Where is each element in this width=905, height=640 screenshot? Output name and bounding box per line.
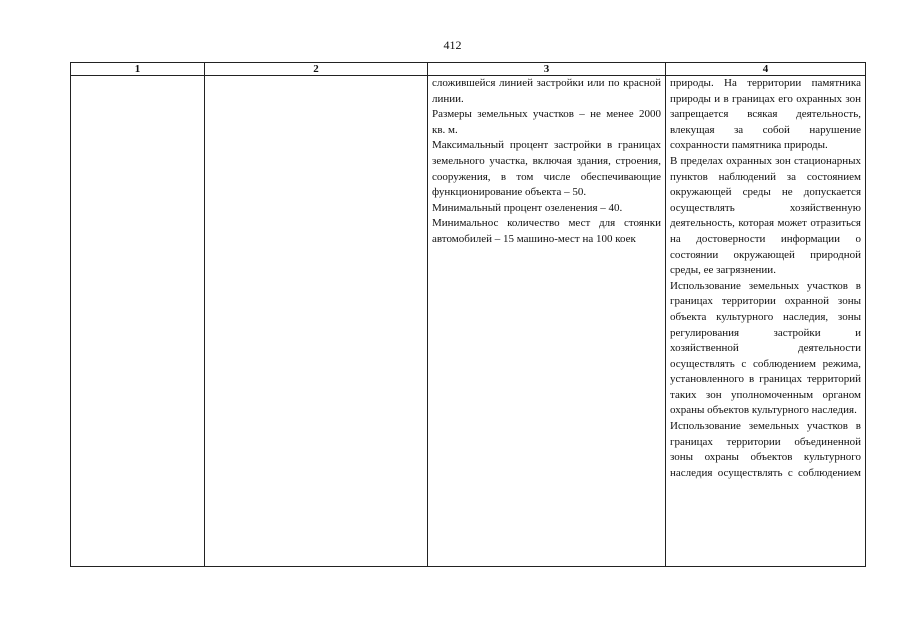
cell-col1 (71, 76, 205, 567)
table-row (71, 76, 866, 567)
col4-paragraph: В пределах охранных зон стационарных пунктов наблюдений за состоянием окружающей среды не допускается осуществлять хозяйственную деятельность, которая может отразиться на достоверности информации о состоянии окружающей природной среды, ее загрязнении. (670, 154, 861, 277)
column-header-3: 3 (428, 63, 666, 76)
col3-paragraph: сложившейся линией застройки или по красной линии. (432, 77, 661, 105)
cell-col4 (666, 76, 866, 567)
table-header-row (71, 63, 866, 76)
col3-paragraph: Размеры земельных участков – не менее 2000 кв. м. (432, 108, 661, 136)
cell-col2 (205, 76, 428, 567)
col3-paragraph: Максимальный процент застройки в границах земельного участка, включая здания, строения, сооружения, в том числе обеспечивающие функционирование объекта – 50. (432, 139, 661, 199)
cell-col3 (428, 76, 666, 567)
col4-paragraph: природы. На территории памятника природы и в границах его охранных зон запрещается всякая деятельность, влекущая за собой нарушение сохранности памятника природы. (670, 77, 861, 152)
col3-paragraph: Минимальнос количество мест для стоянки автомобилей – 15 машино-мест на 100 коек (432, 217, 661, 245)
col3-paragraph: Минимальный процент озеленения – 40. (432, 201, 623, 214)
col4-paragraph: Использование земельных участков в границах территории объединенной зоны охраны объектов культурного наследия осуществлять с соблюдением (670, 420, 861, 479)
column-header-4: 4 (666, 63, 866, 76)
column-header-1: 1 (71, 63, 205, 76)
col4-paragraph: Использование земельных участков в границах территории охранной зоны объекта культурного наследия, зоны регулирования застройки и хозяйственной деятельности осуществлять с соблюдением режима, установленного в границах территорий таких зон уполномоченным органом охраны объектов культурного наследия. (670, 279, 861, 417)
regulations-table (70, 62, 866, 567)
page-number: 412 (443, 38, 462, 52)
column-header-2: 2 (205, 63, 428, 76)
